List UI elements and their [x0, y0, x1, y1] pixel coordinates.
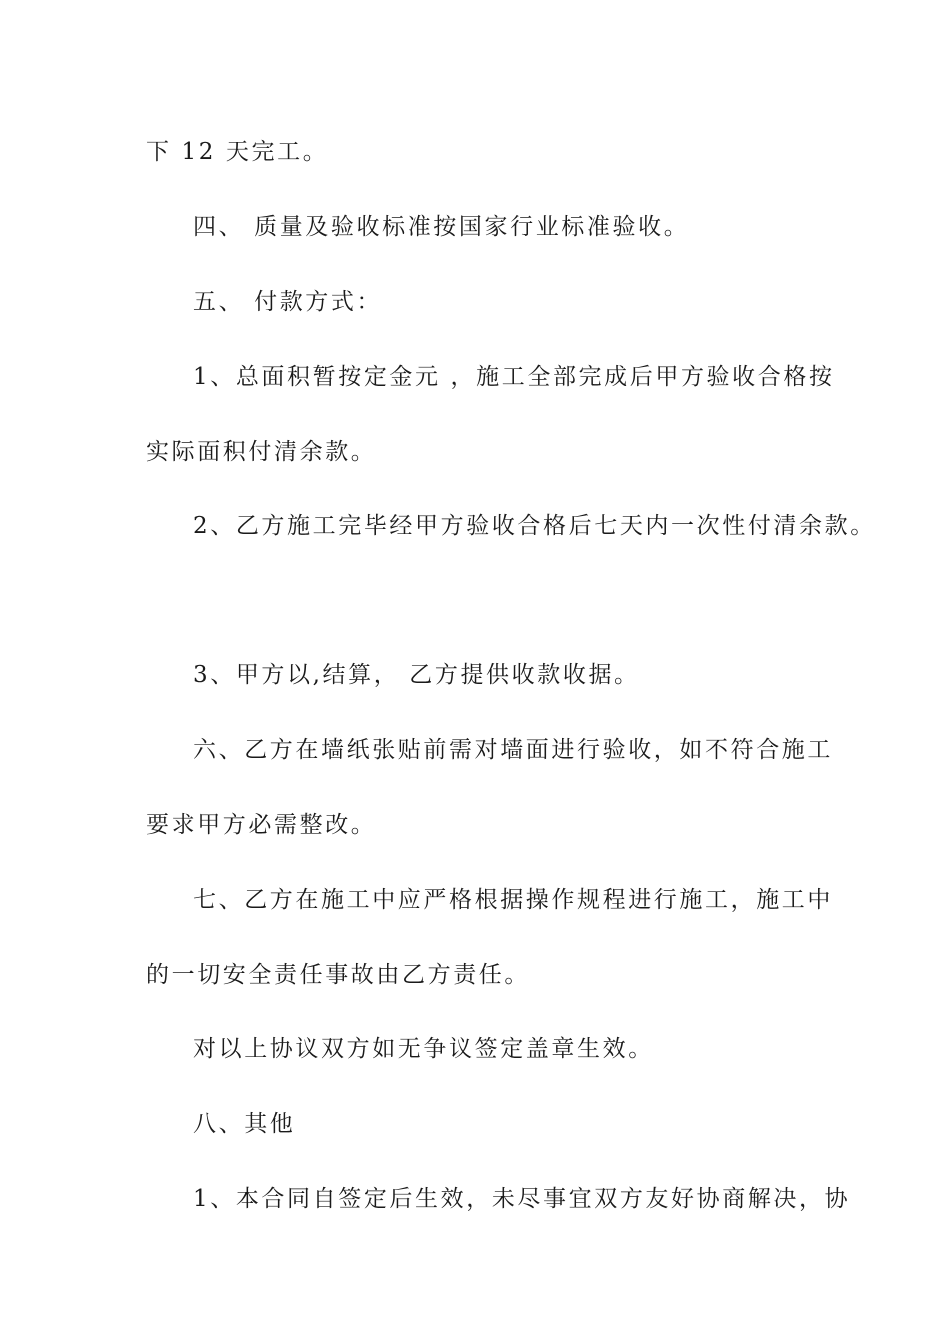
section-8-other-heading: 八、其他 [193, 1111, 296, 1137]
section-6-continued: 要求甲方必需整改。 [146, 812, 377, 838]
section-7-safety: 七、乙方在施工中应严格根据操作规程进行施工，施工中 [193, 887, 833, 913]
payment-item-1-continued: 实际面积付清余款。 [146, 439, 377, 465]
text-line-1: 下 12 天完工。 [146, 139, 329, 165]
section-6-wall-inspection: 六、乙方在墙纸张贴前需对墙面进行验收，如不符合施工 [193, 737, 833, 763]
payment-item-2: 2、乙方施工完毕经甲方验收合格后七天内一次性付清余款。 [193, 513, 876, 539]
payment-item-3: 3、甲方以,结算， 乙方提供收款收据。 [193, 662, 640, 688]
section-4-quality: 四、 质量及验收标准按国家行业标准验收。 [193, 214, 690, 240]
other-item-1: 1、本合同自签定后生效，未尽事宜双方友好协商解决，协 [193, 1186, 851, 1212]
section-7-continued: 的一切安全责任事故由乙方责任。 [146, 962, 530, 988]
section-5-payment-heading: 五、 付款方式： [193, 289, 383, 315]
payment-item-1: 1、总面积暂按定金元 ，施工全部完成后甲方验收合格按 [193, 364, 835, 390]
agreement-effective-text: 对以上协议双方如无争议签定盖章生效。 [193, 1036, 654, 1062]
